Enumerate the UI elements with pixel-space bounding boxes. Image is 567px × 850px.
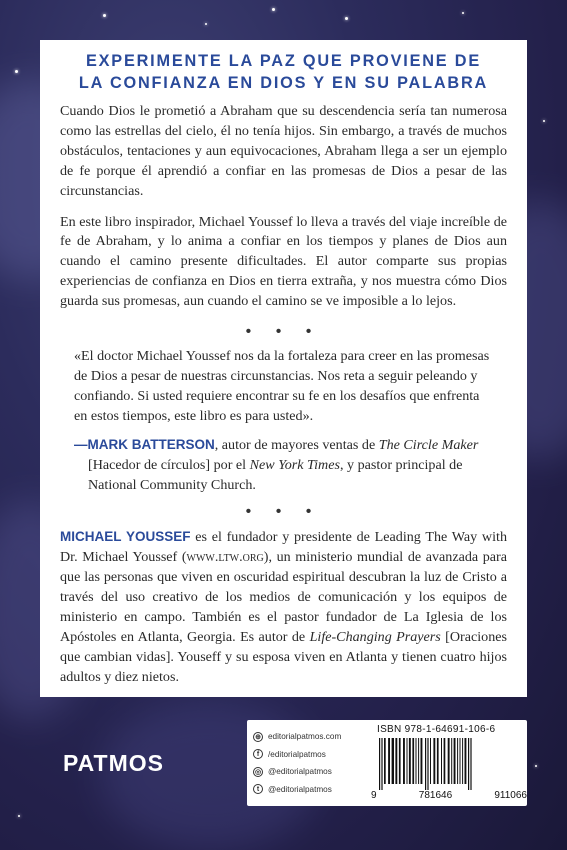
social-text: /editorialpatmos (268, 749, 326, 759)
instagram-icon: ◎ (254, 768, 262, 776)
barcode (377, 738, 522, 790)
barcode-bar (409, 738, 411, 784)
barcode-bar (421, 738, 423, 784)
social-row-facebook[interactable] (253, 746, 371, 764)
social-row-website[interactable] (253, 728, 371, 746)
author-name: MICHAEL YOUSSEF (60, 529, 191, 545)
back-cover-text-panel (40, 40, 527, 697)
star (205, 23, 207, 25)
author-website: www.ltw.org (186, 549, 264, 566)
barcode-bar (465, 738, 467, 784)
social-row-instagram[interactable] (253, 763, 371, 781)
barcode-bar (437, 738, 439, 784)
author-bio (60, 527, 507, 687)
star (272, 8, 275, 11)
barcode-bar (457, 738, 458, 784)
headline (60, 50, 507, 94)
endorsement-quote: «El doctor Michael Youssef nos da la fortaleza para creer en las promesas de Dios a pesar de nuestras circunstancias. Nos reta a seguir peleando y confiando. Si usted requiere encontrar su fe en los desafíos que enfrenta en estos tiempos, este libro es para usted». (74, 348, 490, 424)
barcode-bar (403, 738, 405, 784)
barcode-bar (392, 738, 394, 784)
summary-paragraph-2: En este libro inspirador, Michael Youssef lo lleva a través del viaje increíble de fe de Abraham, y lo anima a confiar en los tiempos y planes de Dios aun cuando el camino presente dificultades. El autor comparte sus propias experiencias de confianza en Dios en tierra extraña, y nos muestra cómo Dios guarda sus promesas, aun cuando el camino se ve imposible a lo lejos. (60, 213, 507, 310)
star (462, 12, 464, 14)
social-row-twitter[interactable] (253, 781, 371, 799)
barcode-bar (430, 738, 431, 784)
star (103, 14, 106, 17)
publisher-logo: PATMOS (63, 750, 164, 776)
bio-text-a: es el fundador y presidente de Leading The Way with Dr. Michael Youssef ( (60, 529, 507, 566)
headline-line-1: EXPERIMENTE LA PAZ QUE PROVIENE DE (85, 52, 481, 70)
barcode-group-2: 911066 (494, 790, 527, 801)
barcode-group-1: 781646 (418, 790, 453, 801)
star (543, 120, 545, 122)
barcode-bar (451, 738, 452, 784)
barcode-bar (427, 738, 428, 790)
barcode-bar (425, 738, 426, 790)
barcode-bar (381, 738, 382, 790)
bio-text-c: [Oraciones que cambian vidas]. Youseff y su esposa viven en Atlanta y tienen cuatro hijos adultos y diez nietos. (60, 628, 507, 685)
barcode-bar (418, 738, 419, 784)
barcode-bar (444, 738, 446, 784)
newspaper-name: New York Times (249, 456, 340, 473)
star (18, 815, 20, 817)
attribution-text-b: [Hacedor de círculos] por el (88, 456, 250, 473)
globe-icon: ⊕ (253, 732, 263, 742)
barcode-bar (448, 738, 450, 784)
attribution-text-c: , y pastor principal de National Community Church. (88, 456, 463, 493)
facebook-icon: f (253, 749, 263, 759)
endorsement-attribution (60, 435, 507, 496)
twitter-icon: t (253, 784, 263, 794)
barcode-bar (407, 738, 408, 784)
star (15, 70, 18, 73)
barcode-bar (395, 738, 397, 784)
social-text: @editorialpatmos (268, 784, 332, 794)
endorser-book-title: The Circle Maker (378, 436, 479, 453)
barcode-bar (416, 738, 417, 784)
section-separator-2: • • • (245, 503, 322, 521)
endorser-name: —MARK BATTERSON (74, 436, 215, 452)
summary-paragraph-1: Cuando Dios le prometió a Abraham que su descendencia sería tan numerosa como las estrellas del cielo, él no tenía hijos. Sin embargo, a través de muchos obstáculos, tentaciones y aun equivocaciones, Abraham llega a ser un ejemplo de fe porque él aprendió a confiar en las promesas de Dios a pesar de las circunstancias. (60, 103, 507, 199)
barcode-bar (379, 738, 380, 790)
barcode-bar (454, 738, 456, 784)
barcode-bar (412, 738, 414, 784)
barcode-bar (384, 738, 386, 784)
social-text: editorialpatmos.com (268, 732, 342, 742)
barcode-bar (462, 738, 463, 784)
isbn-card (247, 720, 527, 806)
star (345, 17, 348, 20)
bio-text-b: ), un ministerio mundial de avanzada para que las personas que viven en oscuridad espiritual descubran la luz de Cristo a través del uso creativo de los medios de comunicación y los equipos de ministerio en campo. También es el pastor fundador de La Iglesia de los Apóstoles en Atlanta, Georgia. Es autor de (60, 549, 507, 645)
social-links (253, 728, 371, 798)
section-separator: • • • (245, 323, 322, 341)
social-text: @editorialpatmos (268, 767, 332, 777)
barcode-bar (388, 738, 390, 784)
barcode-digits (371, 790, 527, 801)
barcode-bar (441, 738, 442, 784)
headline-line-2: LA CONFIANZA EN DIOS Y EN SU PALABRA (78, 74, 489, 92)
star (535, 765, 537, 767)
barcode-first-digit: 9 (371, 790, 377, 801)
attribution-text-a: , autor de mayores ventas de (214, 436, 379, 453)
barcode-bar (433, 738, 435, 784)
isbn-number: ISBN 978-1-64691-106-6 (377, 724, 496, 735)
barcode-bar (399, 738, 401, 784)
barcode-bar (470, 738, 471, 790)
barcode-bar (468, 738, 469, 790)
barcode-bar (460, 738, 461, 784)
author-book-title: Life-Changing Prayers (309, 628, 441, 645)
